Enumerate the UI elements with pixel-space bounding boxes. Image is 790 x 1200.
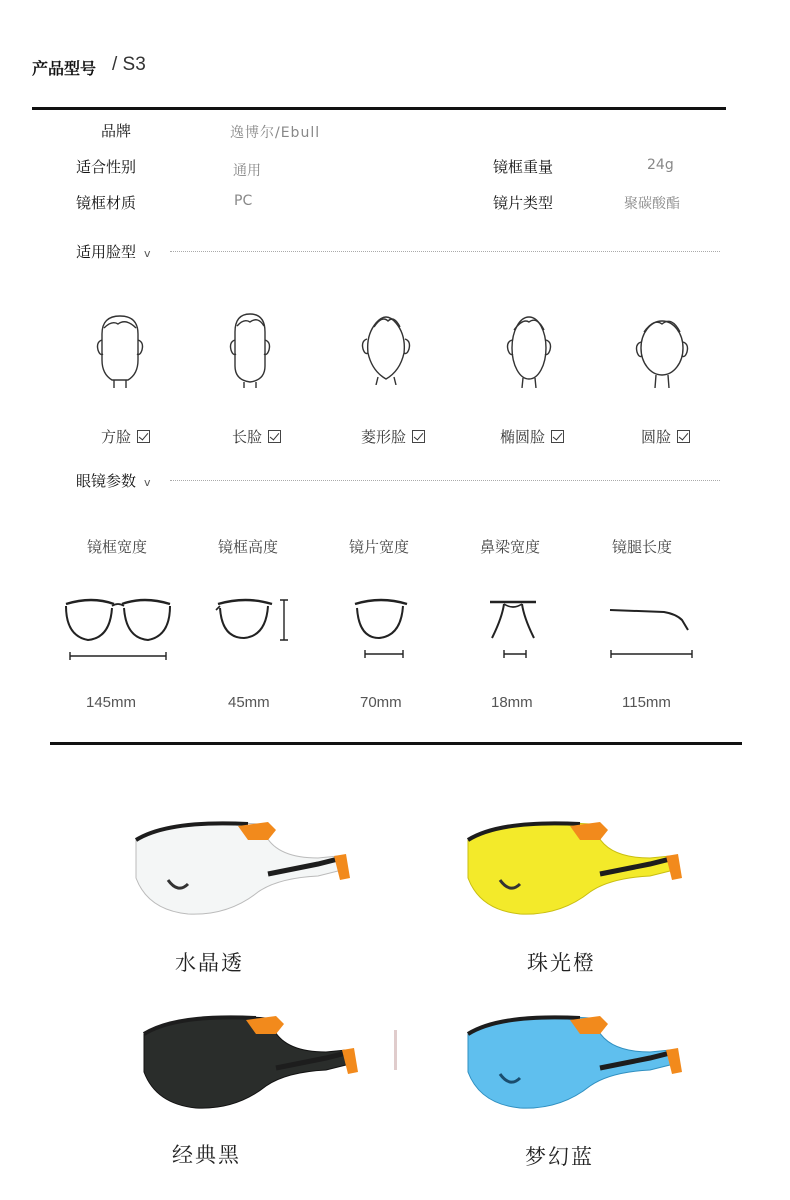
checkbox-checked-icon — [551, 430, 564, 443]
bridge-width-diagram-icon — [488, 592, 540, 666]
gender-value: 通用 — [233, 163, 261, 179]
weight-value: 24g — [647, 157, 674, 173]
dotted-divider — [170, 480, 720, 481]
glasses-clear-image — [128, 818, 358, 932]
checkbox-checked-icon — [137, 430, 150, 443]
face-label-diamond-text: 菱形脸 — [361, 428, 407, 446]
brand-label: 品牌 — [101, 122, 132, 140]
param-label-temple-length: 镜腿长度 — [612, 538, 673, 556]
param-label-bridge-width: 鼻梁宽度 — [480, 538, 541, 556]
checkbox-checked-icon — [412, 430, 425, 443]
frame-material-value: PC — [234, 193, 253, 209]
lens-type-label: 镜片类型 — [493, 194, 554, 212]
color-name-black: 经典黑 — [172, 1143, 241, 1167]
section-divider — [50, 742, 742, 745]
checkbox-checked-icon — [677, 430, 690, 443]
top-divider — [32, 107, 726, 110]
face-diamond-icon — [354, 305, 418, 389]
face-label-oval — [500, 426, 564, 447]
color-name-clear: 水晶透 — [175, 951, 244, 975]
param-label-frame-width: 镜框宽度 — [87, 538, 148, 556]
face-label-long-text: 长脸 — [232, 428, 263, 446]
face-label-round-text: 圆脸 — [641, 428, 672, 446]
param-label-frame-height: 镜框高度 — [218, 538, 279, 556]
param-section-title[interactable] — [76, 470, 151, 491]
param-value-frame-width: 145mm — [86, 694, 137, 711]
param-value-bridge-width: 18mm — [491, 694, 533, 711]
weight-label: 镜框重量 — [493, 158, 554, 176]
face-section-title[interactable] — [76, 241, 151, 262]
face-label-round — [641, 426, 690, 447]
image-edge-mark — [394, 1030, 397, 1070]
param-value-frame-height: 45mm — [228, 694, 270, 711]
glasses-yellow-image — [460, 818, 690, 932]
param-value-temple-length: 115mm — [622, 694, 671, 711]
brand-value: 逸博尔/Ebull — [230, 125, 321, 141]
temple-length-diagram-icon — [606, 600, 698, 666]
checkbox-checked-icon — [268, 430, 281, 443]
face-label-long — [232, 426, 281, 447]
frame-width-diagram-icon — [62, 592, 174, 666]
face-label-square — [101, 426, 150, 447]
face-label-diamond — [361, 426, 425, 447]
lens-width-diagram-icon — [351, 592, 413, 666]
param-value-lens-width: 70mm — [360, 694, 402, 711]
param-section-title-text: 眼镜参数 — [76, 472, 137, 490]
glasses-black-image — [136, 1012, 366, 1126]
gender-label: 适合性别 — [76, 158, 137, 176]
face-round-icon — [630, 308, 694, 392]
chevron-down-icon: v — [144, 476, 151, 489]
lens-type-value: 聚碳酸酯 — [624, 196, 680, 212]
color-name-yellow: 珠光橙 — [527, 951, 596, 975]
face-label-oval-text: 椭圆脸 — [500, 428, 546, 446]
glasses-blue-image — [460, 1012, 690, 1126]
color-name-blue: 梦幻蓝 — [525, 1145, 594, 1169]
face-section-title-text: 适用脸型 — [76, 243, 137, 261]
frame-material-label: 镜框材质 — [76, 194, 137, 212]
face-oval-icon — [497, 308, 561, 392]
param-label-lens-width: 镜片宽度 — [349, 538, 410, 556]
face-label-square-text: 方脸 — [101, 428, 132, 446]
face-square-icon — [88, 308, 152, 392]
model-label: 产品型号 — [32, 59, 97, 78]
model-value: / S3 — [112, 54, 146, 75]
chevron-down-icon: v — [144, 247, 151, 260]
face-long-icon — [218, 308, 282, 392]
frame-height-diagram-icon — [212, 592, 292, 652]
dotted-divider — [170, 251, 720, 252]
